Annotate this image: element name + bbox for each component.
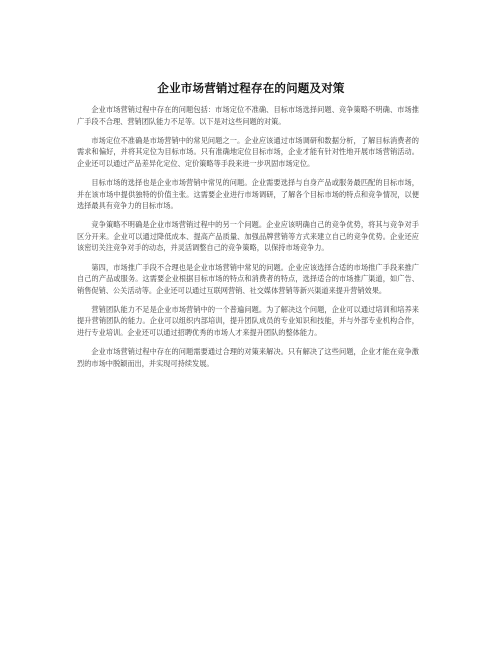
paragraph-target-market: 目标市场的选择也是企业市场营销中常见的问题。企业需要选择与自身产品或服务最匹配的目标市场，并在该市场中提供独特的价值主张。这需要企业进行市场调研，了解各个目标市场的特点和竞争情况，以便选择最具有竞争力的目标市场。 — [77, 177, 419, 211]
paragraph-promotion-methods: 第四，市场推广手段不合理也是企业市场营销中常见的问题。企业应该选择合适的市场推广手段来推广自己的产品或服务。这需要企业根据目标市场的特点和消费者的特点，选择适合的市场推广渠道，如广告、销售促销、公关活动等。企业还可以通过互联网营销、社交媒体营销等新兴渠道来提升营销效果。 — [77, 262, 419, 295]
paragraph-conclusion: 企业市场营销过程中存在的问题需要通过合理的对策来解决。只有解决了这些问题，企业才能在竞争激烈的市场中脱颖而出，并实现可持续发展。 — [77, 347, 419, 368]
paragraph-market-positioning: 市场定位不准确是市场营销中的常见问题之一。企业应该通过市场调研和数据分析，了解目标消费者的需求和偏好，并将其定位为目标市场。只有准确地定位目标市场，企业才能有针对性地开展市场营销活动。企业还可以通过产品差异化定位、定价策略等手段来进一步巩固市场定位。 — [77, 135, 419, 168]
paragraph-competition-strategy: 竞争策略不明确是企业市场营销过程中的另一个问题。企业应该明确自己的竞争优势，将其与竞争对手区分开来。企业可以通过降低成本、提高产品质量、加强品牌营销等方式来建立自己的竞争优势。企业还应该密切关注竞争对手的动态，并灵活调整自己的竞争策略，以保持市场竞争力。 — [77, 220, 419, 253]
document-title: 企业市场营销过程存在的问题及对策 — [157, 81, 345, 95]
paragraph-intro: 企业市场营销过程中存在的问题包括：市场定位不准确、目标市场选择问题、竞争策略不明确、市场推广手段不合理、营销团队能力不足等。以下是对这些问题的对策。 — [77, 105, 419, 126]
document-body — [77, 104, 419, 377]
paragraph-team-capability: 营销团队能力不足是企业市场营销中的一个普遍问题。为了解决这个问题，企业可以通过培训和培养来提升营销团队的能力。企业可以组织内部培训，提升团队成员的专业知识和技能，并与外部专业机构合作，进行专业培训。企业还可以通过招聘优秀的市场人才来提升团队的整体能力。 — [77, 304, 419, 337]
